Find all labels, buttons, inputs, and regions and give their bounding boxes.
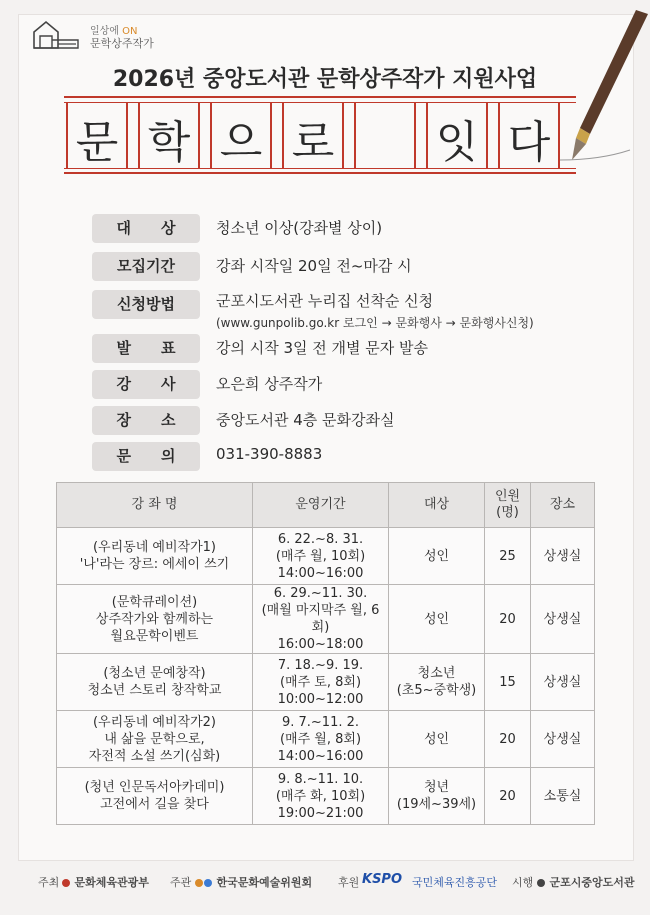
course-table — [56, 482, 595, 825]
org-name: 한국문화예술위원회 — [195, 874, 312, 890]
info-row-place — [92, 406, 612, 436]
info-row-announce — [92, 334, 612, 364]
info-label: 강 사 — [92, 370, 200, 399]
hand-char: 학 — [147, 117, 191, 168]
target-cell: 성인 — [389, 528, 485, 585]
course-name-cell: (청소년 문예창작) 청소년 스토리 창작학교 — [57, 654, 253, 711]
course-name-cell: (문학큐레이션) 상주작가와 함께하는 월요문학이벤트 — [57, 585, 253, 654]
hand-char: 잇 — [435, 117, 479, 168]
place-cell: 상생실 — [531, 528, 595, 585]
sponsor-name: 국민체육진흥공단 — [412, 876, 498, 889]
info-value: 군포시도서관 누리집 선착순 신청 — [216, 292, 434, 310]
place-cell: 상생실 — [531, 711, 595, 768]
table-header-row — [57, 483, 595, 528]
sponsor-label: 후원 — [338, 876, 360, 889]
table-row — [57, 711, 595, 768]
course-name-cell: (우리동네 예비작가2) 내 삶을 문학으로, 자전적 소설 쓰기(심화) — [57, 711, 253, 768]
taegeuk-icon — [62, 879, 70, 887]
count-cell: 20 — [485, 768, 531, 825]
info-value: 중앙도서관 4층 문화강좌실 — [216, 411, 395, 429]
period-cell: 9. 7.~11. 2. (매주 월, 8회) 14:00~16:00 — [253, 711, 389, 768]
info-label: 신청방법 — [92, 290, 200, 319]
info-row-contact — [92, 442, 612, 472]
info-row-lecturer — [92, 370, 612, 400]
info-value-sub: (www.gunpolib.go.kr 로그인 → 문화행사 → 문화행사신청) — [216, 316, 534, 330]
count-cell: 20 — [485, 585, 531, 654]
org-label: 주관 — [170, 876, 192, 889]
course-name-cell: (청년 인문독서아카데미) 고전에서 길을 찾다 — [57, 768, 253, 825]
info-value: 강좌 시작일 20일 전~마감 시 — [216, 257, 412, 275]
arko-logo-icon — [195, 879, 203, 887]
table-row — [57, 654, 595, 711]
info-value: 청소년 이상(강좌별 상이) — [216, 219, 383, 237]
count-cell: 20 — [485, 711, 531, 768]
info-label: 발 표 — [92, 334, 200, 363]
info-value: 오은희 상주작가 — [216, 375, 323, 393]
place-cell: 상생실 — [531, 654, 595, 711]
target-cell: 성인 — [389, 585, 485, 654]
exec-label: 시행 — [512, 876, 534, 889]
page-title: 2026년 중앙도서관 문학상주작가 지원사업 — [112, 67, 538, 92]
target-cell: 청소년 (초5~중학생) — [389, 654, 485, 711]
info-label: 대 상 — [92, 214, 200, 243]
period-cell: 6. 22.~8. 31. (매주 월, 10회) 14:00~16:00 — [253, 528, 389, 585]
red-rule-top — [64, 96, 576, 98]
place-cell: 소통실 — [531, 768, 595, 825]
target-cell: 성인 — [389, 711, 485, 768]
logo — [32, 18, 162, 52]
table-row — [57, 768, 595, 825]
hand-char: 문 — [75, 117, 119, 168]
host-name: 문화체육관광부 — [62, 874, 149, 890]
kspo-logo: KSPO — [362, 872, 403, 887]
info-row-target — [92, 214, 612, 244]
info-label: 문 의 — [92, 442, 200, 471]
info-row-period — [92, 252, 612, 282]
period-cell: 7. 18.~9. 19. (매주 토, 8회) 10:00~12:00 — [253, 654, 389, 711]
period-cell: 6. 29.~11. 30. (매월 마지막주 월, 6회) 16:00~18:00 — [253, 585, 389, 654]
hand-char: 으 — [219, 117, 263, 168]
count-cell: 25 — [485, 528, 531, 585]
info-value: 강의 시작 3일 전 개별 문자 발송 — [216, 339, 429, 357]
handwriting-title — [64, 96, 576, 174]
hand-char: 다 — [507, 117, 551, 168]
info-label: 모집기간 — [92, 252, 200, 281]
info-label: 장 소 — [92, 406, 200, 435]
logo-tagline: 일상에 ON — [90, 26, 138, 37]
char-box — [354, 102, 416, 168]
logo-name: 문학상주작가 — [90, 37, 154, 50]
hand-char: 로 — [291, 117, 335, 168]
table-row — [57, 585, 595, 654]
table-header-cell: 장소 — [531, 483, 595, 528]
gunpo-logo-icon — [537, 879, 545, 887]
period-cell: 9. 8.~11. 10. (매주 화, 10회) 19:00~21:00 — [253, 768, 389, 825]
count-cell: 15 — [485, 654, 531, 711]
host-label: 주최 — [38, 876, 60, 889]
red-rule-bottom — [64, 172, 576, 174]
target-cell: 청년 (19세~39세) — [389, 768, 485, 825]
table-header-cell: 대상 — [389, 483, 485, 528]
table-row — [57, 528, 595, 585]
info-row-apply — [92, 290, 612, 330]
table-body — [57, 528, 595, 825]
footer-sponsors — [0, 868, 650, 894]
place-cell: 상생실 — [531, 585, 595, 654]
house-book-icon — [32, 20, 82, 50]
table-header-cell: 강 좌 명 — [57, 483, 253, 528]
table-header-cell: 인원 (명) — [485, 483, 531, 528]
arko-logo-icon — [204, 879, 212, 887]
table-header-cell: 운영기간 — [253, 483, 389, 528]
exec-name: 군포시중앙도서관 — [537, 874, 635, 890]
info-value: 031-390-8883 — [216, 445, 323, 463]
fountain-pen-icon — [560, 10, 650, 170]
course-name-cell: (우리동네 예비작가1) '나'라는 장르: 에세이 쓰기 — [57, 528, 253, 585]
